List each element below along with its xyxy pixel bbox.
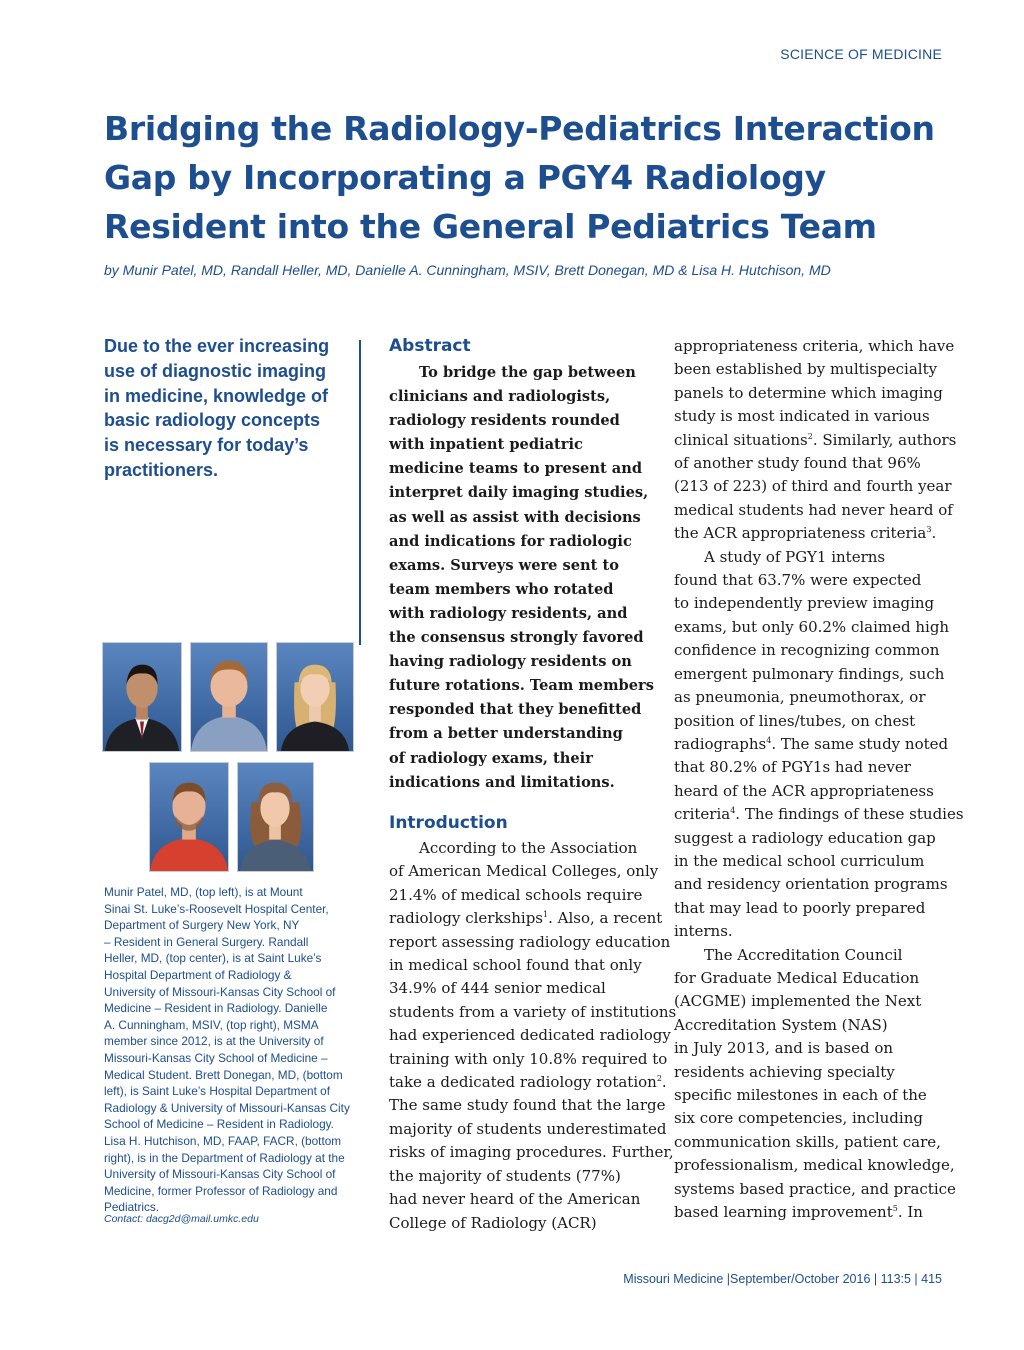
author-photo-donegan xyxy=(149,762,229,872)
body-line: been established by multispecialty xyxy=(674,360,938,379)
intro-line: College of Radiology (ACR) xyxy=(389,1213,597,1232)
intro-line: students from a variety of institutions xyxy=(389,1002,677,1021)
body-line: A study of PGY1 interns xyxy=(704,547,886,566)
body-line: and residency orientation programs xyxy=(674,875,948,894)
abstract-line: medicine teams to present and xyxy=(389,460,643,478)
pull-quote-line: is necessary for today’s xyxy=(104,435,309,456)
abstract-line: having radiology residents on xyxy=(389,653,632,671)
body-line: found that 63.7% were expected xyxy=(674,571,922,590)
body-line: systems based practice, and practice xyxy=(674,1179,956,1198)
author-photo-patel xyxy=(102,642,182,752)
body-line xyxy=(674,803,964,826)
body-text: the ACR appropriateness criteria xyxy=(674,524,927,543)
author-photo-cunningham xyxy=(276,642,354,752)
intro-line: report assessing radiology education xyxy=(389,932,671,951)
body-line: exams, but only 60.2% claimed high xyxy=(674,617,950,636)
citation-ref: 2 xyxy=(656,1074,662,1084)
title-line: Gap by Incorporating a PGY4 Radiology xyxy=(104,158,826,197)
body-text: . The findings of these studies xyxy=(735,805,964,824)
citation-ref: 4 xyxy=(730,806,736,816)
abstract-line: with radiology residents, and xyxy=(389,604,628,622)
pull-quote-line: basic radiology concepts xyxy=(104,410,321,431)
body-line: appropriateness criteria, which have xyxy=(674,337,955,355)
body-text: criteria xyxy=(674,805,731,824)
bio-line: Medicine, former Professor of Radiology and xyxy=(104,1183,338,1198)
body-text: . In xyxy=(897,1203,923,1222)
intro-text: take a dedicated radiology rotation xyxy=(389,1073,657,1092)
abstract-line: interpret daily imaging studies, xyxy=(389,484,649,502)
intro-line: had experienced dedicated radiology xyxy=(389,1026,671,1045)
body-line: professionalism, medical knowledge, xyxy=(674,1156,955,1175)
pull-quote-line: Due to the ever increasing xyxy=(104,336,330,356)
bio-line: Pediatrics. xyxy=(104,1200,160,1215)
abstract-line: responded that they benefitted xyxy=(389,701,642,719)
bio-line: Lisa H. Hutchison, MD, FAAP, FACR, (bottom xyxy=(104,1133,342,1148)
intro-line: had never heard of the American xyxy=(389,1190,641,1209)
body-line: The Accreditation Council xyxy=(704,945,903,964)
pull-quote-line: practitioners. xyxy=(104,459,219,480)
abstract-line: indications and limitations. xyxy=(389,773,615,791)
body-line: specific milestones in each of the xyxy=(674,1086,927,1104)
intro-line xyxy=(389,907,663,930)
body-line: that 80.2% of PGY1s had never xyxy=(674,758,911,777)
abstract-heading: Abstract xyxy=(389,336,471,356)
pull-quote xyxy=(104,334,354,483)
body-text: . The same study noted xyxy=(771,734,949,753)
introduction-body xyxy=(389,837,677,1235)
citation-ref: 1 xyxy=(543,910,549,920)
intro-line: training with only 10.8% required to xyxy=(389,1049,668,1068)
body-line: Accreditation System (NAS) xyxy=(674,1015,888,1034)
bio-line: University of Missouri-Kansas City School of xyxy=(104,1167,336,1182)
abstract-line: team members who rotated xyxy=(389,580,614,598)
body-line: communication skills, patient care, xyxy=(674,1132,941,1151)
bio-line: University of Missouri-Kansas City School of xyxy=(104,984,336,999)
bio-line: Medical Student. Brett Donegan, MD, (bottom xyxy=(104,1067,343,1082)
bio-line: Radiology & University of Missouri-Kansas City xyxy=(104,1100,350,1115)
abstract-line: To bridge the gap between xyxy=(419,364,636,381)
body-line: confidence in recognizing common xyxy=(674,641,940,660)
intro-text: . Also, a recent xyxy=(548,909,663,928)
abstract-line: with inpatient pediatric xyxy=(389,436,583,454)
abstract-line: clinicians and radiologists, xyxy=(389,388,611,406)
body-text: . xyxy=(931,524,937,543)
author-photo-hutchison xyxy=(237,762,314,872)
body-line: emergent pulmonary findings, such xyxy=(674,664,945,683)
intro-line xyxy=(389,1071,667,1094)
section-label: SCIENCE OF MEDICINE xyxy=(780,46,942,62)
intro-line: in medical school found that only xyxy=(389,956,642,975)
author-photo-heller xyxy=(190,642,268,752)
abstract-line: exams. Surveys were sent to xyxy=(389,556,619,574)
intro-text: . xyxy=(661,1073,667,1092)
pull-quote-line: in medicine, knowledge of xyxy=(104,385,329,406)
body-line: to independently preview imaging xyxy=(674,594,935,613)
contact-email[interactable]: Contact: dacg2d@mail.umkc.edu xyxy=(104,1213,259,1225)
intro-line: majority of students underestimated xyxy=(389,1119,667,1138)
title-line: Resident into the General Pediatrics Team xyxy=(104,207,877,246)
body-line: six core competencies, including xyxy=(674,1109,923,1128)
bio-line: Hospital Department of Radiology & xyxy=(104,967,292,982)
body-line: position of lines/tubes, on chest xyxy=(674,711,916,730)
bio-line: member since 2012, is at the University of xyxy=(104,1034,324,1049)
bio-line: Sinai St. Luke’s-Roosevelt Hospital Center, xyxy=(104,901,329,916)
intro-line: The same study found that the large xyxy=(389,1096,666,1115)
body-line: as pneumonia, pneumothorax, or xyxy=(674,688,926,707)
article-title xyxy=(104,104,935,251)
citation-ref: 2 xyxy=(807,431,813,441)
bio-line: Heller, MD, (top center), is at Saint Luke’s xyxy=(104,951,322,966)
page-footer: Missouri Medicine |September/October 2016 | 113:5 | 415 xyxy=(623,1272,942,1286)
abstract-line: future rotations. Team members xyxy=(389,677,654,695)
body-line: panels to determine which imaging xyxy=(674,383,943,402)
abstract-line: the consensus strongly favored xyxy=(389,629,644,647)
bio-line: School of Medicine – Resident in Radiology. xyxy=(104,1117,334,1132)
abstract-line: from a better understanding xyxy=(389,725,623,743)
bio-line: left), is Saint Luke’s Hospital Department of xyxy=(104,1084,330,1099)
body-line xyxy=(674,429,957,452)
author-byline: by Munir Patel, MD, Randall Heller, MD, Danielle A. Cunningham, MSIV, Brett Donegan, MD & Lisa H. Hutchison, MD xyxy=(104,262,831,278)
body-text: . Similarly, authors xyxy=(812,430,957,449)
bio-line: Missouri-Kansas City School of Medicine – xyxy=(104,1050,328,1065)
body-line: residents achieving specialty xyxy=(674,1062,895,1081)
intro-line: of American Medical Colleges, only xyxy=(389,862,659,881)
body-line: for Graduate Medical Education xyxy=(674,968,920,987)
title-line: Bridging the Radiology-Pediatrics Interaction xyxy=(104,109,935,148)
right-column-body xyxy=(674,335,964,1224)
abstract-line: of radiology exams, their xyxy=(389,749,593,767)
body-line: that may lead to poorly prepared xyxy=(674,898,926,917)
bio-line: A. Cunningham, MSIV, (top right), MSMA xyxy=(104,1017,319,1032)
bio-line: Medicine – Resident in Radiology. Danielle xyxy=(104,1001,328,1016)
bio-line: – Resident in General Surgery. Randall xyxy=(104,934,309,949)
body-line: in the medical school curriculum xyxy=(674,851,925,870)
pull-quote-line: use of diagnostic imaging xyxy=(104,360,327,381)
body-line xyxy=(674,733,949,756)
author-bios xyxy=(104,884,368,1216)
intro-line: 21.4% of medical schools require xyxy=(389,885,643,904)
abstract-line: as well as assist with decisions xyxy=(389,508,641,526)
body-line: study is most indicated in various xyxy=(674,407,930,426)
pull-quote-divider xyxy=(359,340,361,645)
body-line: of another study found that 96% xyxy=(674,454,921,473)
intro-line: According to the Association xyxy=(419,839,638,857)
body-line xyxy=(674,1201,946,1224)
body-text: clinical situations xyxy=(674,430,808,449)
intro-line: 34.9% of 444 senior medical xyxy=(389,979,606,998)
abstract-line: radiology residents rounded xyxy=(389,412,620,430)
body-text: radiographs xyxy=(674,734,767,753)
introduction-heading: Introduction xyxy=(389,813,508,833)
bio-line: Department of Surgery New York, NY xyxy=(104,918,300,933)
abstract-line: and indications for radiologic xyxy=(389,532,632,550)
abstract-body xyxy=(389,361,654,795)
body-line: medical students had never heard of xyxy=(674,500,953,519)
body-line: (ACGME) implemented the Next xyxy=(674,992,922,1011)
body-line xyxy=(674,522,946,545)
bio-line: Munir Patel, MD, (top left), is at Mount xyxy=(104,885,303,899)
bio-line: right), is in the Department of Radiology at the xyxy=(104,1150,345,1165)
body-line: suggest a radiology education gap xyxy=(674,828,936,847)
body-line: in July 2013, and is based on xyxy=(674,1039,894,1058)
body-line: (213 of 223) of third and fourth year xyxy=(674,477,952,496)
citation-ref: 4 xyxy=(766,735,772,745)
body-line: interns. xyxy=(674,922,733,941)
citation-ref: 3 xyxy=(926,525,932,535)
body-text: based learning improvement xyxy=(674,1203,893,1222)
intro-line: the majority of students (77%) xyxy=(389,1166,621,1185)
citation-ref: 5 xyxy=(892,1204,898,1214)
intro-line: risks of imaging procedures. Further, xyxy=(389,1143,674,1162)
intro-text: radiology clerkships xyxy=(389,909,544,928)
body-line: heard of the ACR appropriateness xyxy=(674,781,934,800)
